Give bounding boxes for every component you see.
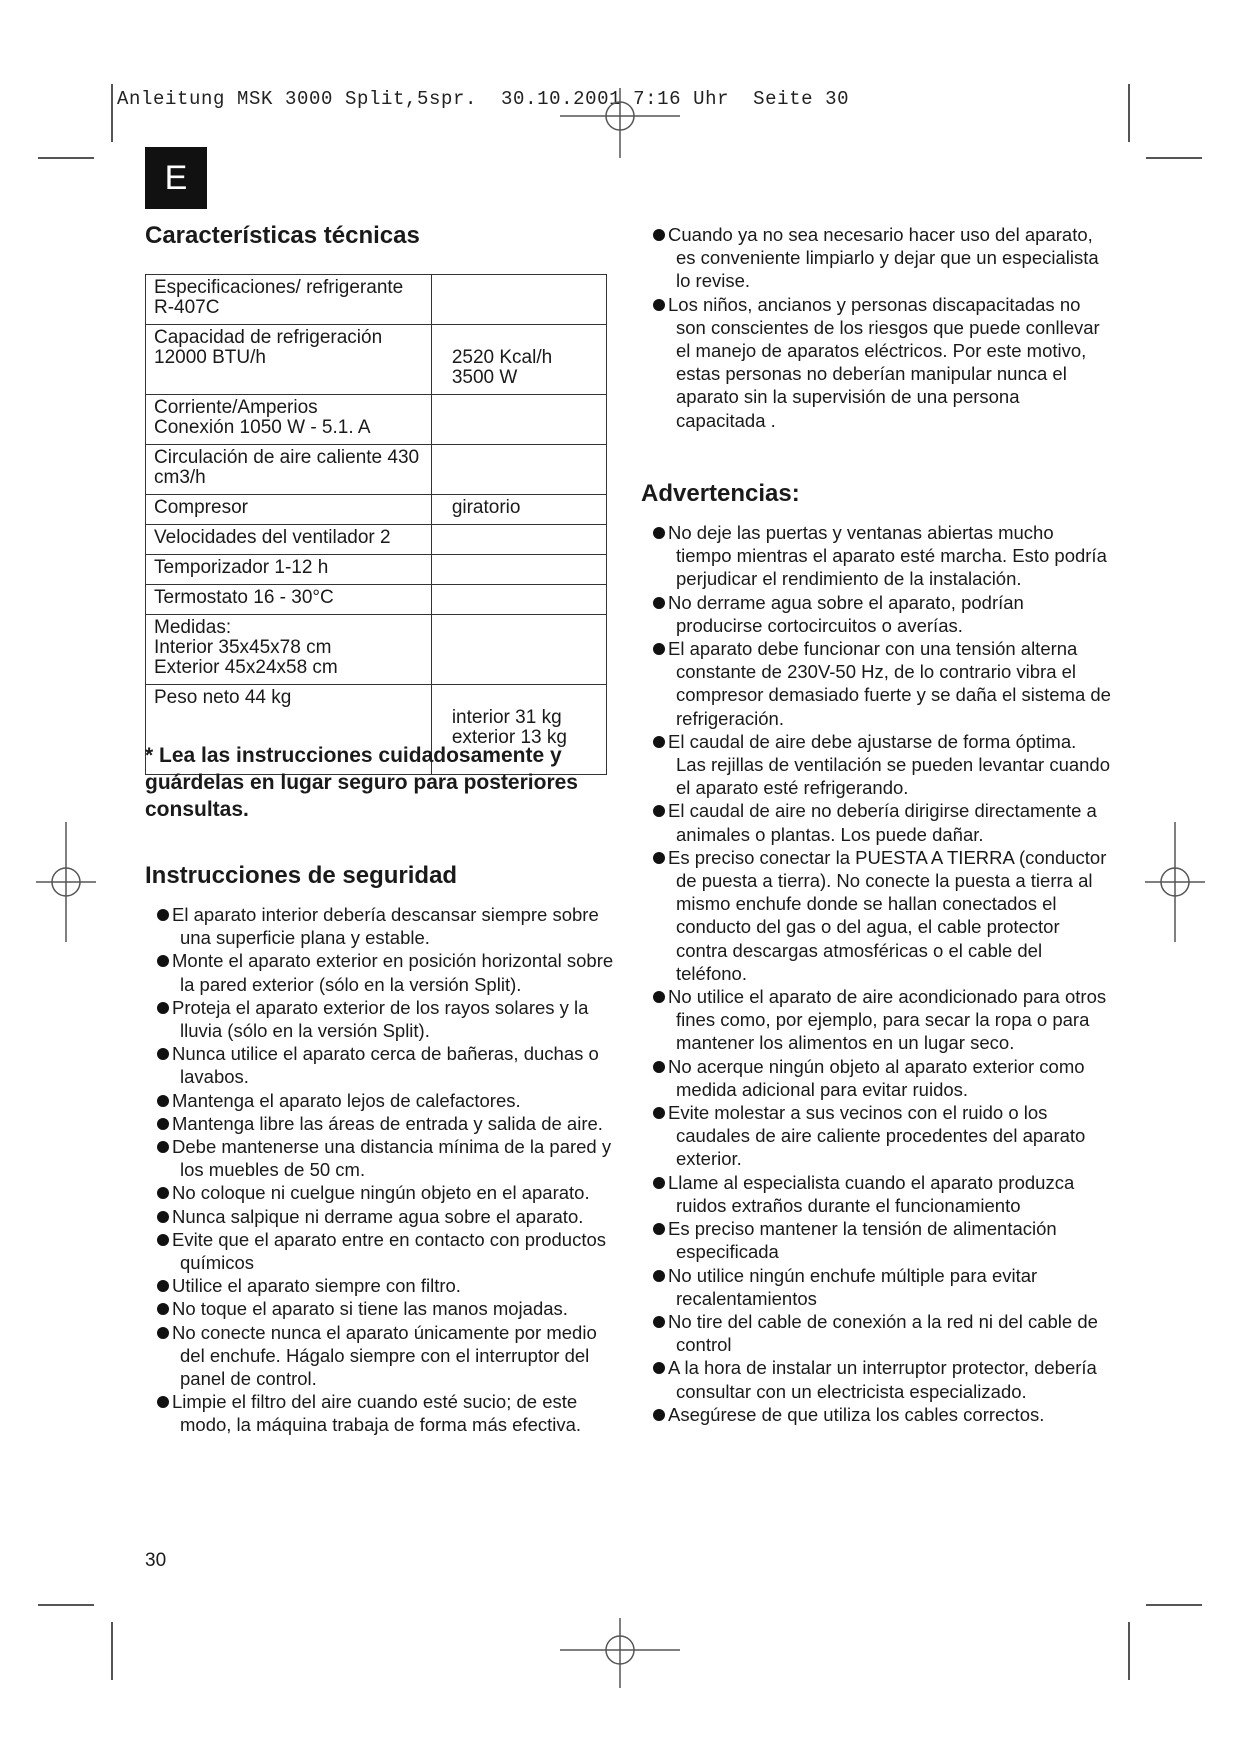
spec-row bbox=[146, 275, 607, 325]
list-item-text: No utilice ningún enchufe múltiple para evitar recalentamientos bbox=[668, 1264, 1038, 1309]
bullet-icon bbox=[653, 643, 665, 655]
spec-row bbox=[146, 495, 607, 525]
list-item bbox=[145, 1089, 615, 1112]
spec-value: giratorio bbox=[431, 495, 606, 525]
spec-value bbox=[431, 555, 606, 585]
spec-label: Capacidad de refrigeración 12000 BTU/h bbox=[146, 325, 432, 395]
bullet-icon bbox=[653, 299, 665, 311]
crop-mark bbox=[1146, 1604, 1202, 1606]
list-item bbox=[145, 1390, 615, 1436]
spec-value: interior 31 kg exterior 13 kg bbox=[431, 685, 606, 775]
list-item bbox=[641, 1055, 1111, 1101]
bullet-icon bbox=[157, 1118, 169, 1130]
list-item-text: El caudal de aire no debería dirigirse directamente a animales o plantas. Los puede dañar. bbox=[668, 800, 1097, 845]
spec-row bbox=[146, 615, 607, 685]
list-item bbox=[145, 1228, 615, 1274]
spec-value bbox=[431, 275, 606, 325]
list-item bbox=[641, 1171, 1111, 1217]
bullet-icon bbox=[157, 1396, 169, 1408]
registration-mark-icon bbox=[560, 1618, 680, 1688]
bullet-icon bbox=[653, 991, 665, 1003]
list-item bbox=[641, 1217, 1111, 1263]
list-item-text: No tire del cable de conexión a la red ni del cable de control bbox=[668, 1310, 1098, 1356]
spec-label: Temporizador 1-12 h bbox=[146, 555, 432, 585]
storage-note: * Lea las instrucciones cuidadosamente y guárdelas en lugar seguro para posteriores consultas. bbox=[145, 744, 578, 821]
bullet-icon bbox=[653, 1177, 665, 1189]
bullet-icon bbox=[653, 1362, 665, 1374]
list-item bbox=[641, 730, 1111, 800]
spec-value: 2520 Kcal/h 3500 W bbox=[431, 325, 606, 395]
list-item-text: No toque el aparato si tiene las manos mojadas. bbox=[172, 1298, 568, 1320]
list-item-text: Evite molestar a sus vecinos con el ruido o los caudales de aire caliente procedentes del aparato exterior. bbox=[668, 1102, 1086, 1170]
list-item bbox=[641, 846, 1111, 985]
spec-label: Medidas: Interior 35x45x78 cm Exterior 45x24x58 cm bbox=[146, 615, 432, 685]
registration-mark-icon bbox=[1145, 822, 1205, 942]
list-item-text: No utilice el aparato de aire acondicionado para otros fines como, por ejemplo, para secar la ropa o para mantener los alimentos en un lugar seco. bbox=[668, 986, 1107, 1054]
list-item bbox=[641, 1101, 1111, 1171]
spec-row bbox=[146, 585, 607, 615]
spec-value bbox=[431, 585, 606, 615]
list-item-text: Mantenga libre las áreas de entrada y salida de aire. bbox=[172, 1112, 603, 1134]
specs-title: Características técnicas bbox=[145, 222, 420, 249]
spec-label: Corriente/Amperios Conexión 1050 W - 5.1. A bbox=[146, 395, 432, 445]
list-item-text: A la hora de instalar un interruptor protector, debería consultar con un electricista especializado. bbox=[668, 1357, 1097, 1402]
list-item-text: Limpie el filtro del aire cuando esté sucio; de este modo, la máquina trabaja de forma más efectiva. bbox=[172, 1391, 582, 1436]
list-item-text: Asegúrese de que utiliza los cables correctos. bbox=[668, 1403, 1045, 1425]
language-tab: E bbox=[145, 147, 207, 209]
bullet-icon bbox=[157, 1048, 169, 1060]
spec-value bbox=[431, 395, 606, 445]
bullet-icon bbox=[653, 1061, 665, 1073]
list-item-text: El caudal de aire debe ajustarse de forma óptima. Las rejillas de ventilación se pueden levantar cuando el aparato esté refrigerando. bbox=[668, 730, 1111, 799]
list-item-text: No derrame agua sobre el aparato, podrían producirse cortocircuitos o averías. bbox=[668, 591, 1024, 636]
bullet-icon bbox=[653, 527, 665, 539]
page-number: 30 bbox=[145, 1550, 167, 1571]
safety-list bbox=[145, 903, 615, 1437]
spec-value bbox=[431, 615, 606, 685]
list-item bbox=[641, 1264, 1111, 1310]
list-item bbox=[145, 1181, 615, 1204]
list-item-text: Monte el aparato exterior en posición horizontal sobre la pared exterior (sólo en la versión Split). bbox=[172, 950, 614, 995]
list-item-text: Mantenga el aparato lejos de calefactores. bbox=[172, 1089, 521, 1111]
bullet-icon bbox=[157, 1141, 169, 1153]
crop-mark bbox=[1146, 157, 1202, 159]
spec-label: Circulación de aire caliente 430 cm3/h bbox=[146, 445, 432, 495]
registration-mark-icon bbox=[36, 822, 96, 942]
list-item-text: Nunca salpique ni derrame agua sobre el aparato. bbox=[172, 1205, 584, 1227]
crop-mark bbox=[1128, 84, 1130, 142]
list-item-text: Es preciso conectar la PUESTA A TIERRA (conductor de puesta a tierra). No conecte la puesta a tierra al mismo enchufe donde se hallan conectados el conducto del gas o del agua, el cable protector contra descargas atmosféricas o el cable del teléfono. bbox=[668, 846, 1107, 984]
spec-value bbox=[431, 445, 606, 495]
list-item bbox=[145, 1042, 615, 1088]
bullet-icon bbox=[157, 1303, 169, 1315]
list-item bbox=[145, 1135, 615, 1181]
list-item bbox=[145, 1321, 615, 1391]
bullet-icon bbox=[157, 1002, 169, 1014]
list-item bbox=[641, 223, 1101, 293]
spec-row bbox=[146, 395, 607, 445]
bullet-icon bbox=[157, 955, 169, 967]
spec-label: Peso neto 44 kg bbox=[146, 685, 432, 775]
list-item bbox=[145, 1274, 615, 1297]
spec-value bbox=[431, 525, 606, 555]
list-item bbox=[641, 799, 1111, 845]
list-item-text: El aparato debe funcionar con una tensión alterna constante de 230V-50 Hz, de lo contrario vibra el compresor demasiado fuerte y se daña el sistema de refrigeración. bbox=[668, 638, 1111, 729]
list-item bbox=[145, 1112, 615, 1135]
bullet-icon bbox=[653, 229, 665, 241]
list-item bbox=[641, 521, 1111, 591]
bullet-icon bbox=[653, 736, 665, 748]
specs-table bbox=[145, 274, 607, 775]
bullet-icon bbox=[653, 852, 665, 864]
list-item bbox=[145, 1297, 615, 1320]
warnings-list bbox=[641, 521, 1111, 1426]
list-item-text: Los niños, ancianos y personas discapacitadas no son conscientes de los riesgos que puede conllevar el manejo de aparatos eléctricos. Por este motivo, estas personas no deberían manipular nunca el aparato sin la supervisión de una persona capacitada . bbox=[668, 293, 1100, 431]
list-item-text: Proteja el aparato exterior de los rayos solares y la lluvia (sólo en la versión Split). bbox=[172, 996, 589, 1042]
list-item-text: No acerque ningún objeto al aparato exterior como medida adicional para evitar ruidos. bbox=[668, 1055, 1085, 1100]
list-item bbox=[145, 949, 615, 995]
registration-mark-icon bbox=[560, 88, 680, 158]
spec-label: Velocidades del ventilador 2 bbox=[146, 525, 432, 555]
spec-row bbox=[146, 555, 607, 585]
bullet-icon bbox=[157, 1095, 169, 1107]
bullet-icon bbox=[157, 1280, 169, 1292]
list-item-text: Llame al especialista cuando el aparato produzca ruidos extraños durante el funcionamiento bbox=[668, 1171, 1075, 1216]
list-item bbox=[641, 591, 1111, 637]
bullet-icon bbox=[157, 909, 169, 921]
bullet-icon bbox=[653, 1409, 665, 1421]
list-item bbox=[641, 1356, 1111, 1402]
spec-label: Especificaciones/ refrigerante R-407C bbox=[146, 275, 432, 325]
crop-mark bbox=[111, 1622, 113, 1680]
list-item-text: Es preciso mantener la tensión de alimentación especificada bbox=[668, 1218, 1057, 1263]
print-header: Anleitung MSK 3000 Split,5spr. 30.10.2001 7:16 Uhr Seite 30 bbox=[117, 88, 850, 110]
crop-mark bbox=[111, 84, 113, 142]
list-item-text: Debe mantenerse una distancia mínima de la pared y los muebles de 50 cm. bbox=[172, 1136, 612, 1181]
spec-row bbox=[146, 325, 607, 395]
bullet-icon bbox=[157, 1187, 169, 1199]
bullet-icon bbox=[653, 1316, 665, 1328]
list-item bbox=[145, 996, 615, 1042]
list-item-text: No deje las puertas y ventanas abiertas mucho tiempo mientras el aparato esté marcha. Esto podría perjudicar el rendimiento de la instalación. bbox=[668, 522, 1107, 590]
list-item-text: No conecte nunca el aparato únicamente por medio del enchufe. Hágalo siempre con el interruptor del panel de control. bbox=[172, 1321, 597, 1390]
bullet-icon bbox=[653, 1107, 665, 1119]
list-item-text: Nunca utilice el aparato cerca de bañeras, duchas o lavabos. bbox=[172, 1043, 599, 1088]
list-item-text: No coloque ni cuelgue ningún objeto en el aparato. bbox=[172, 1182, 590, 1204]
safety-title: Instrucciones de seguridad bbox=[145, 862, 458, 889]
list-item bbox=[641, 637, 1111, 730]
spec-label: Compresor bbox=[146, 495, 432, 525]
list-item bbox=[145, 903, 615, 949]
bullet-icon bbox=[653, 597, 665, 609]
crop-mark bbox=[38, 157, 94, 159]
list-item-text: Utilice el aparato siempre con filtro. bbox=[172, 1275, 461, 1297]
list-item bbox=[641, 985, 1111, 1055]
list-item bbox=[641, 293, 1101, 432]
bullet-icon bbox=[653, 1223, 665, 1235]
list-item-text: Evite que el aparato entre en contacto con productos químicos bbox=[172, 1228, 607, 1274]
list-item-text: El aparato interior debería descansar siempre sobre una superficie plana y estable. bbox=[172, 904, 599, 949]
list-item-text: Cuando ya no sea necesario hacer uso del aparato, es conveniente limpiarlo y dejar que un especialista lo revise. bbox=[668, 224, 1099, 292]
crop-mark bbox=[38, 1604, 94, 1606]
list-item bbox=[145, 1205, 615, 1228]
bullet-icon bbox=[157, 1327, 169, 1339]
list-item bbox=[641, 1403, 1111, 1426]
warnings-title: Advertencias: bbox=[641, 480, 800, 507]
bullet-icon bbox=[653, 805, 665, 817]
bullet-icon bbox=[653, 1270, 665, 1282]
bullet-icon bbox=[157, 1234, 169, 1246]
spec-row bbox=[146, 525, 607, 555]
general-notes-list bbox=[641, 223, 1101, 432]
bullet-icon bbox=[157, 1211, 169, 1223]
spec-row bbox=[146, 445, 607, 495]
spec-label: Termostato 16 - 30°C bbox=[146, 585, 432, 615]
crop-mark bbox=[1128, 1622, 1130, 1680]
list-item bbox=[641, 1310, 1111, 1356]
